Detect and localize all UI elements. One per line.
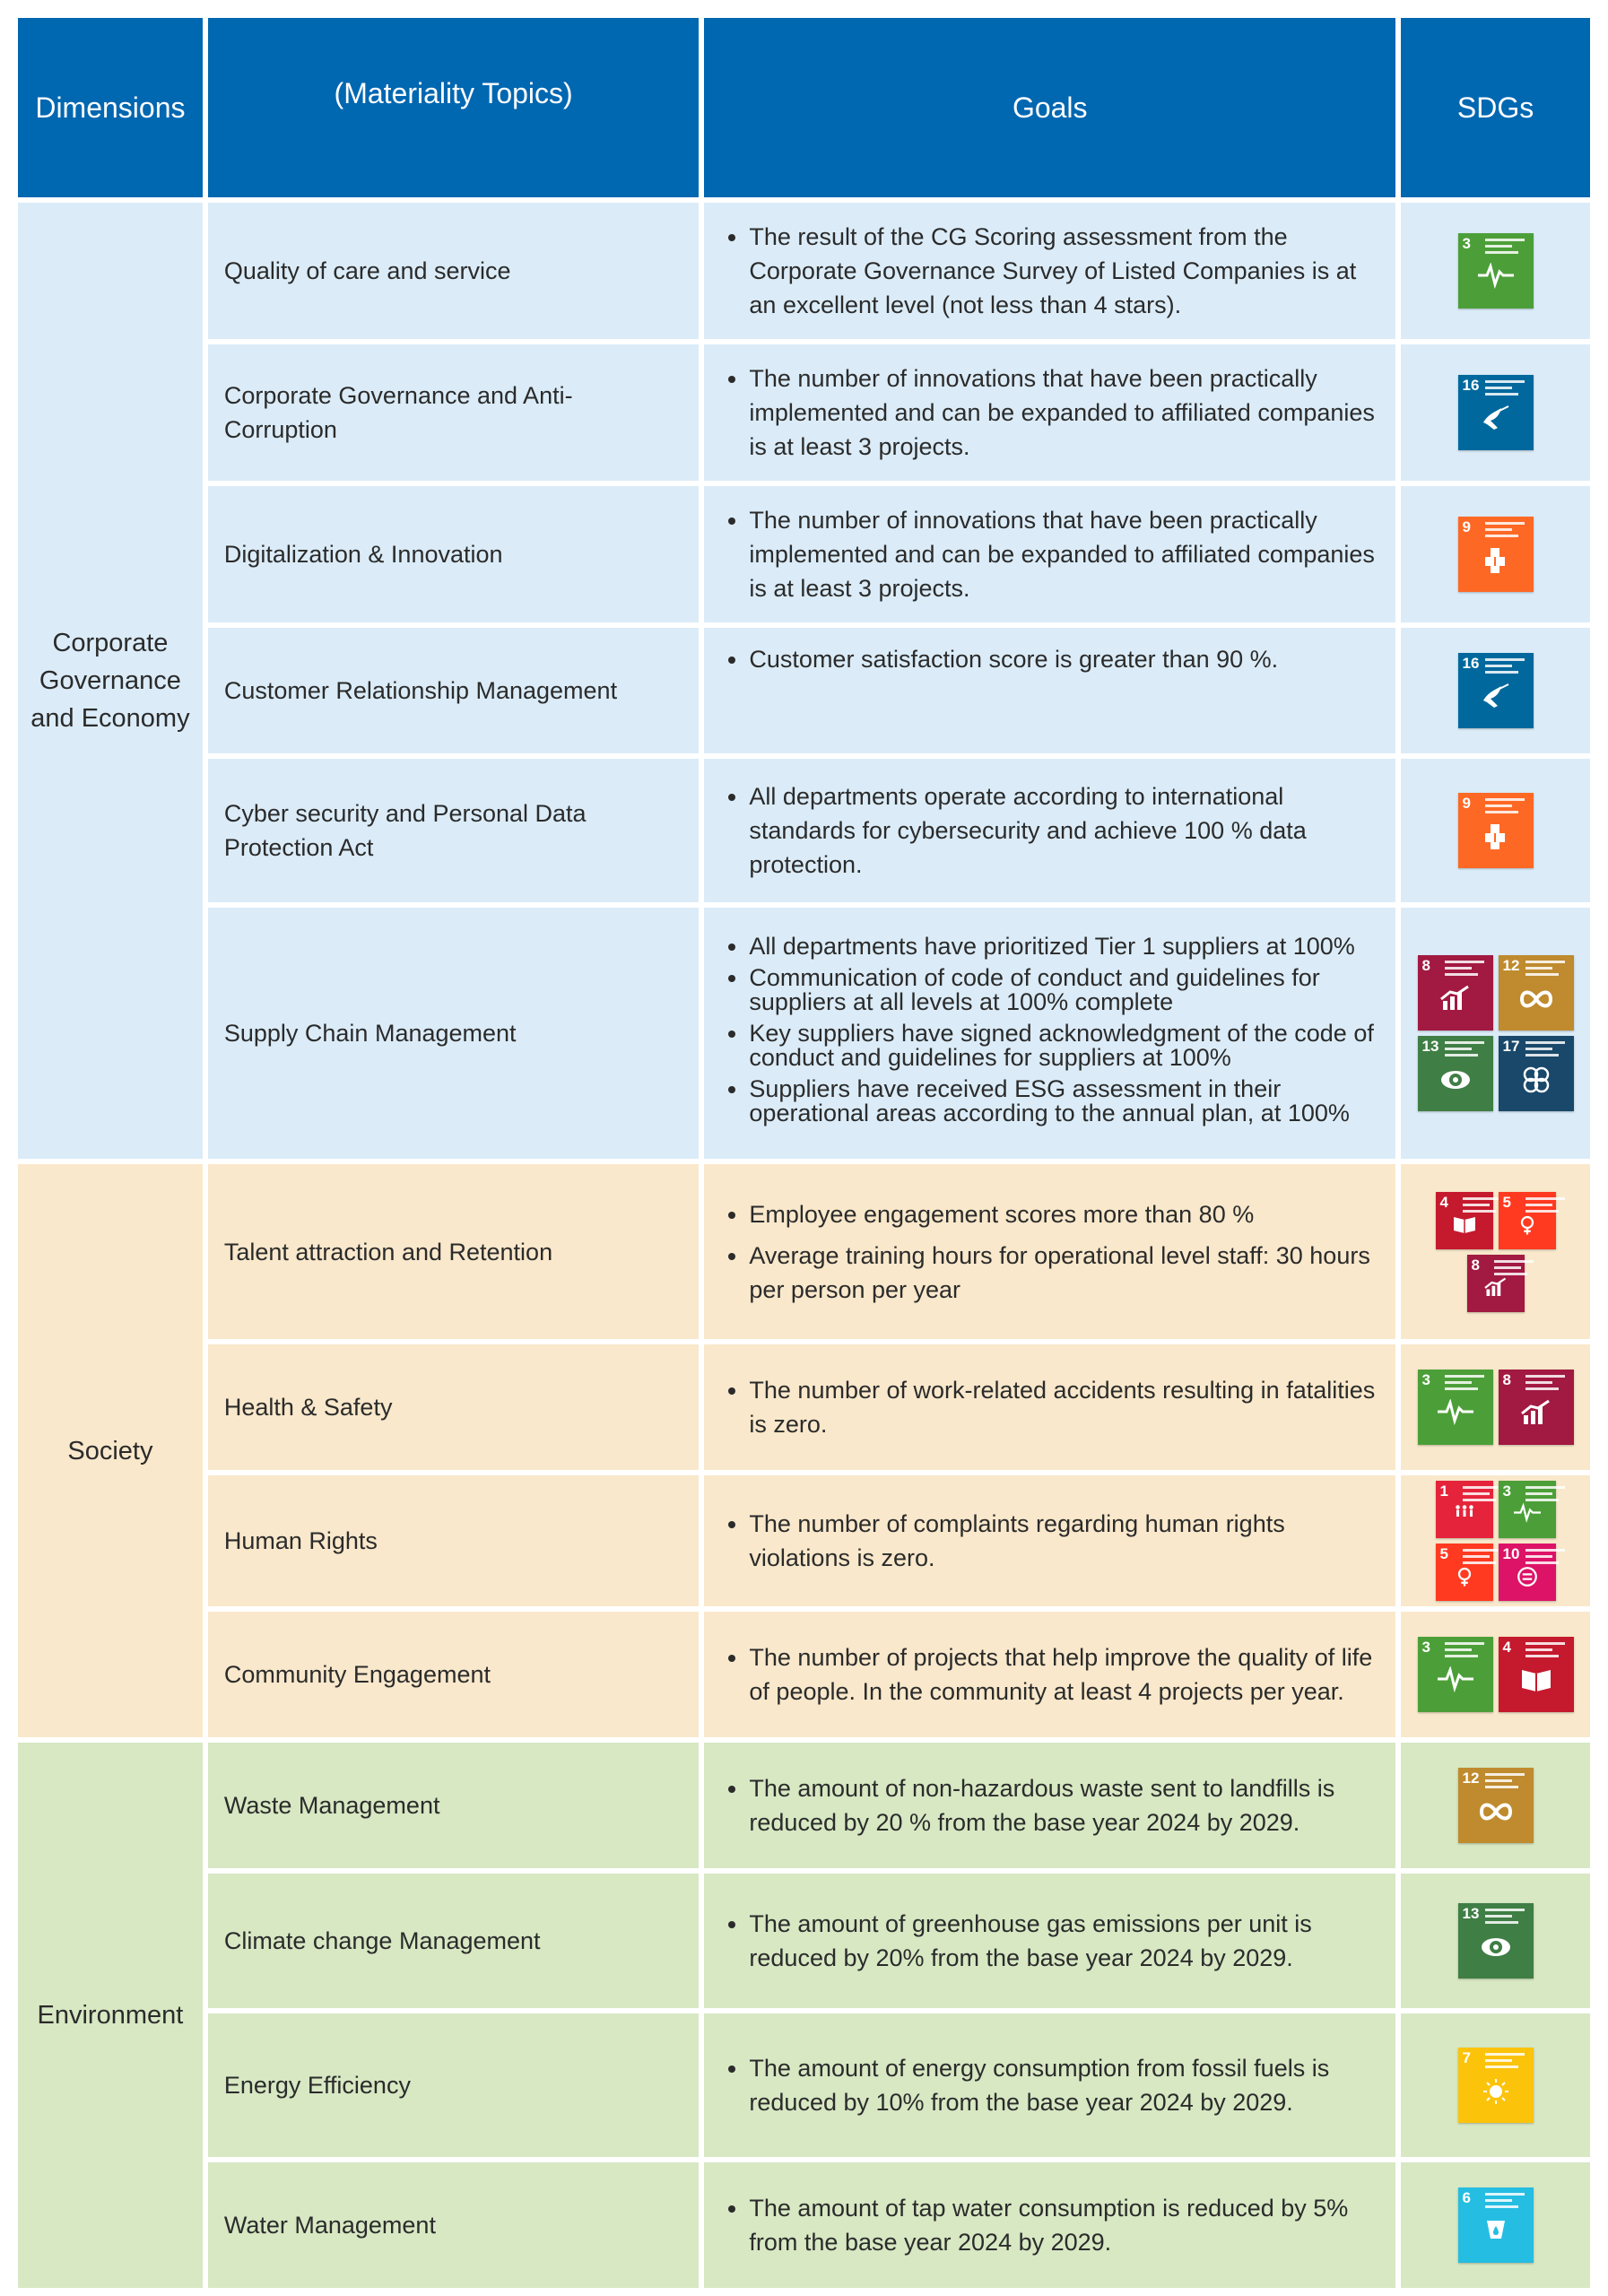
sdg-icon-group xyxy=(1406,653,1585,728)
sdg-9-icon: 9 xyxy=(1458,793,1534,868)
sdg-1-icon: 1 xyxy=(1436,1481,1493,1538)
sdg-icon-group xyxy=(1406,955,1585,1111)
sdg-3-icon: 3 xyxy=(1418,1370,1493,1445)
sdg-cell xyxy=(1401,1164,1590,1339)
goals xyxy=(704,344,1395,481)
header-dimensions: Dimensions xyxy=(18,18,203,197)
sdg-icon-group xyxy=(1406,517,1585,592)
sdg-cell xyxy=(1401,1874,1590,2008)
goal-item: • The result of the CG Scoring assessment from the Corporate Governance Survey of Listed Companies is at an excellent level (not less than 4 stars). xyxy=(749,220,1381,322)
sdg-16-icon: 16 xyxy=(1458,653,1534,728)
sdg-4-icon: 4 xyxy=(1499,1637,1574,1712)
sdg-6-icon: 6 xyxy=(1458,2187,1534,2263)
sdg-cell xyxy=(1401,1475,1590,1606)
sdg-icon-group xyxy=(1406,1768,1585,1843)
goal-item: • Suppliers have received ESG assessment in their operational areas according to the annual plan, at 100% xyxy=(749,1077,1381,1126)
goal-item: • Average training hours for operational level staff: 30 hours per person per year xyxy=(749,1239,1381,1307)
goal-item: • The number of innovations that have been practically implemented and can be expanded to affiliated companies is at least 3 projects. xyxy=(749,361,1381,464)
topic: Digitalization & Innovation xyxy=(208,486,700,622)
sdg-cell xyxy=(1401,1612,1590,1737)
goal-item: • The amount of tap water consumption is reduced by 5% from the base year 2024 by 2029. xyxy=(749,2191,1381,2259)
goals xyxy=(704,908,1395,1159)
topic: Water Management xyxy=(208,2162,700,2288)
goals xyxy=(704,1743,1395,1868)
sdg-icon-group xyxy=(1406,233,1585,309)
sdg-icon-group xyxy=(1406,2187,1585,2263)
goal-item: • The amount of energy consumption from fossil fuels is reduced by 10% from the base year 2024 by 2029. xyxy=(749,2051,1381,2119)
goal-item: • The number of complaints regarding human rights violations is zero. xyxy=(749,1507,1381,1575)
goals xyxy=(704,1874,1395,2008)
dimension-governance: Corporate Governance and Economy xyxy=(18,203,203,1159)
sdg-3-icon: 3 xyxy=(1458,233,1534,309)
topic: Quality of care and service xyxy=(208,203,700,339)
dimension-environment: Environment xyxy=(18,1743,203,2288)
sdg-16-icon: 16 xyxy=(1458,375,1534,450)
sdg-icon-group xyxy=(1406,1637,1585,1712)
sdg-9-icon: 9 xyxy=(1458,517,1534,592)
topic: Waste Management xyxy=(208,1743,700,1868)
topic: Energy Efficiency xyxy=(208,2013,700,2157)
header-goals: Goals xyxy=(704,18,1395,197)
sdg-7-icon: 7 xyxy=(1458,2048,1534,2123)
sdg-17-icon: 17 xyxy=(1499,1036,1574,1111)
goal-item: • The number of work-related accidents resulting in fatalities is zero. xyxy=(749,1373,1381,1441)
goal-item: • All departments operate according to international standards for cybersecurity and achieve 100 % data protection. xyxy=(749,779,1381,882)
sdg-4-icon: 4 xyxy=(1436,1192,1493,1249)
goal-item: • Key suppliers have signed acknowledgment of the code of conduct and guidelines for suppliers at 100% xyxy=(749,1022,1381,1070)
sdg-10-icon: 10 xyxy=(1499,1544,1556,1601)
sdg-cell xyxy=(1401,1743,1590,1868)
goals xyxy=(704,759,1395,902)
sdg-cell xyxy=(1401,344,1590,481)
sdg-icon-group xyxy=(1406,1481,1585,1601)
goal-item: • The number of innovations that have been practically implemented and can be expanded to affiliated companies is at least 3 projects. xyxy=(749,503,1381,605)
goal-item: • The amount of non-hazardous waste sent to landfills is reduced by 20 % from the base year 2024 by 2029. xyxy=(749,1771,1381,1839)
materiality-table xyxy=(13,13,1595,2293)
topic: Climate change Management xyxy=(208,1874,700,2008)
goal-item: • Employee engagement scores more than 80 % xyxy=(749,1197,1381,1231)
sdg-cell xyxy=(1401,2162,1590,2288)
goals xyxy=(704,1612,1395,1737)
topic: Supply Chain Management xyxy=(208,908,700,1159)
header-topics: (Materiality Topics) xyxy=(208,18,700,197)
header-sdgs: SDGs xyxy=(1401,18,1590,197)
topic: Customer Relationship Management xyxy=(208,628,700,753)
sdg-5-icon: 5 xyxy=(1499,1192,1556,1249)
sdg-cell xyxy=(1401,908,1590,1159)
goal-item: • The number of projects that help improve the quality of life of people. In the community at least 4 projects per year. xyxy=(749,1640,1381,1709)
header-row xyxy=(18,18,1590,197)
topic: Cyber security and Personal Data Protection Act xyxy=(208,759,700,902)
sdg-cell xyxy=(1401,486,1590,622)
goals xyxy=(704,2013,1395,2157)
goals xyxy=(704,203,1395,339)
topic: Talent attraction and Retention xyxy=(208,1164,700,1339)
topic: Health & Safety xyxy=(208,1344,700,1470)
sdg-12-icon: 12 xyxy=(1499,955,1574,1031)
sdg-13-icon: 13 xyxy=(1458,1903,1534,1979)
goals xyxy=(704,1164,1395,1339)
goal-item: • Customer satisfaction score is greater than 90 %. xyxy=(749,642,1381,676)
goal-item: • Communication of code of conduct and guidelines for suppliers at all levels at 100% complete xyxy=(749,966,1381,1014)
sdg-cell xyxy=(1401,759,1590,902)
goal-item: • The amount of greenhouse gas emissions per unit is reduced by 20% from the base year 2024 by 2029. xyxy=(749,1907,1381,1975)
goals xyxy=(704,628,1395,753)
sdg-3-icon: 3 xyxy=(1499,1481,1556,1538)
topic: Human Rights xyxy=(208,1475,700,1606)
goal-item: • All departments have prioritized Tier 1 suppliers at 100% xyxy=(749,935,1381,959)
sdg-3-icon: 3 xyxy=(1418,1637,1493,1712)
sdg-12-icon: 12 xyxy=(1458,1768,1534,1843)
sdg-icon-group xyxy=(1406,2048,1585,2123)
sdg-8-icon: 8 xyxy=(1499,1370,1574,1445)
sdg-cell xyxy=(1401,1344,1590,1470)
topic: Community Engagement xyxy=(208,1612,700,1737)
sdg-5-icon: 5 xyxy=(1436,1544,1493,1601)
sdg-8-icon: 8 xyxy=(1418,955,1493,1031)
sdg-cell xyxy=(1401,203,1590,339)
dimension-society: Society xyxy=(18,1164,203,1737)
goals xyxy=(704,2162,1395,2288)
goals xyxy=(704,1475,1395,1606)
goals xyxy=(704,1344,1395,1470)
sdg-cell xyxy=(1401,2013,1590,2157)
sdg-icon-group xyxy=(1406,1370,1585,1445)
sdg-icon-group xyxy=(1406,375,1585,450)
sdg-13-icon: 13 xyxy=(1418,1036,1493,1111)
sdg-icon-group xyxy=(1406,793,1585,868)
topic: Corporate Governance and Anti-Corruption xyxy=(208,344,700,481)
sdg-8-icon: 8 xyxy=(1467,1255,1525,1312)
sdg-icon-group xyxy=(1406,1903,1585,1979)
sdg-icon-group xyxy=(1406,1192,1585,1312)
goals xyxy=(704,486,1395,622)
sdg-cell xyxy=(1401,628,1590,753)
